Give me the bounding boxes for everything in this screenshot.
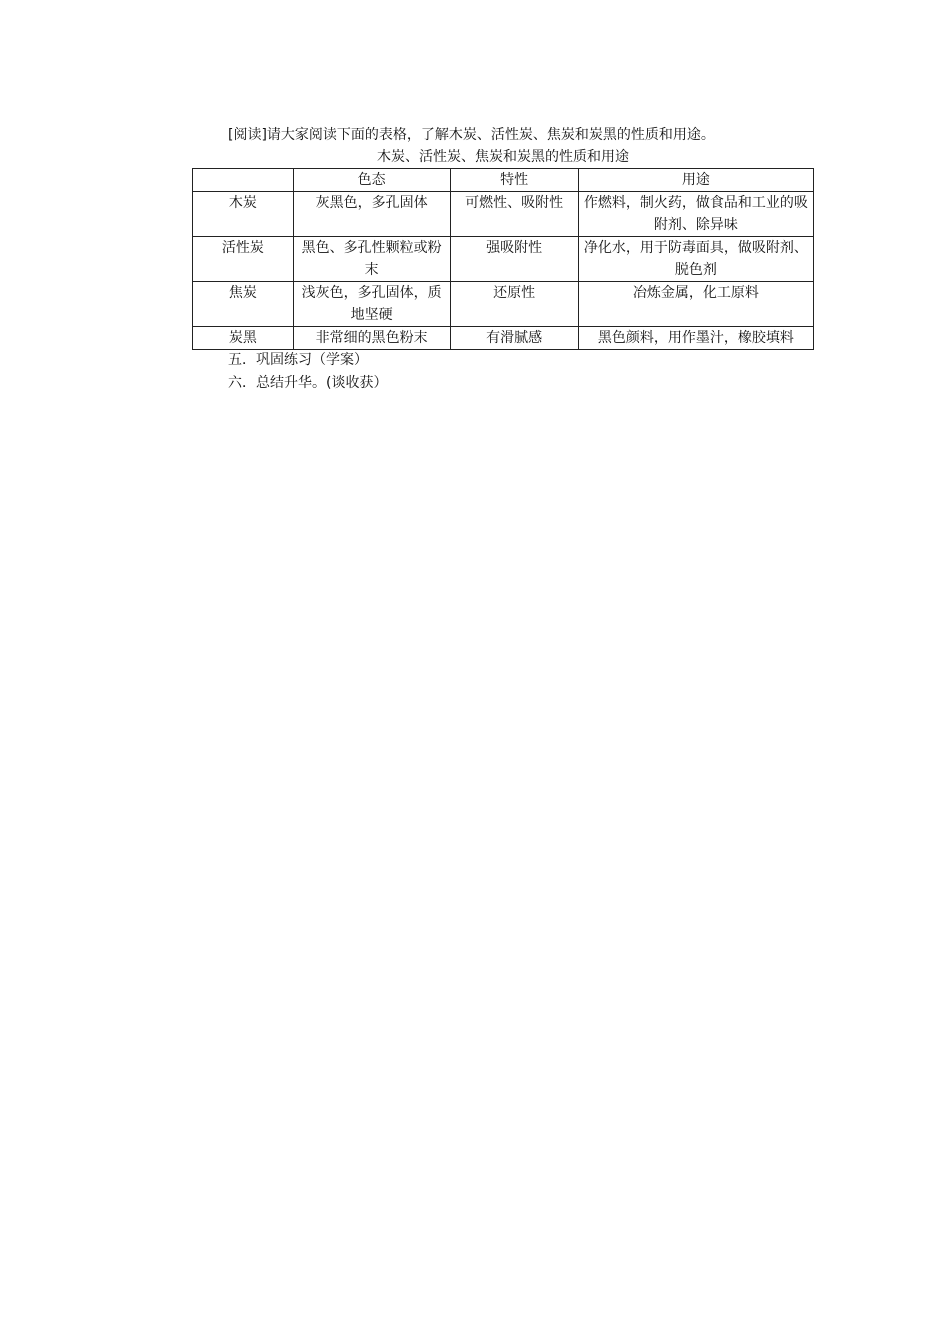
cell-color-state: 黑色、多孔性颗粒或粉末 [293, 237, 450, 282]
cell-use: 黑色颜料，用作墨汁，橡胶填料 [578, 327, 813, 350]
cell-substance: 炭黑 [193, 327, 294, 350]
table-row [193, 192, 814, 237]
cell-property: 有滑腻感 [450, 327, 578, 350]
cell-color-state: 非常细的黑色粉末 [293, 327, 450, 350]
table-row [193, 282, 814, 327]
section-five-practice: 五．巩固练习（学案） [228, 352, 368, 368]
cell-substance: 木炭 [193, 192, 294, 237]
table-header-row [193, 169, 814, 192]
header-color-state: 色态 [293, 169, 450, 192]
cell-use: 作燃料，制火药，做食品和工业的吸附剂、除异味 [578, 192, 813, 237]
cell-property: 可燃性、吸附性 [450, 192, 578, 237]
table-row [193, 327, 814, 350]
cell-substance: 焦炭 [193, 282, 294, 327]
carbon-properties-table [192, 168, 814, 350]
cell-substance: 活性炭 [193, 237, 294, 282]
cell-property: 还原性 [450, 282, 578, 327]
header-blank [193, 169, 294, 192]
cell-property: 强吸附性 [450, 237, 578, 282]
header-property: 特性 [450, 169, 578, 192]
table-row [193, 237, 814, 282]
cell-use: 冶炼金属，化工原料 [578, 282, 813, 327]
cell-color-state: 灰黑色，多孔固体 [293, 192, 450, 237]
reading-intro: [阅读]请大家阅读下面的表格，了解木炭、活性炭、焦炭和炭黑的性质和用途。 [228, 127, 715, 143]
cell-use: 净化水，用于防毒面具，做吸附剂、脱色剂 [578, 237, 813, 282]
section-six-summary: 六．总结升华。(谈收获） [228, 375, 388, 391]
cell-color-state: 浅灰色，多孔固体，质地坚硬 [293, 282, 450, 327]
table-title: 木炭、活性炭、焦炭和炭黑的性质和用途 [377, 149, 629, 165]
header-use: 用途 [578, 169, 813, 192]
